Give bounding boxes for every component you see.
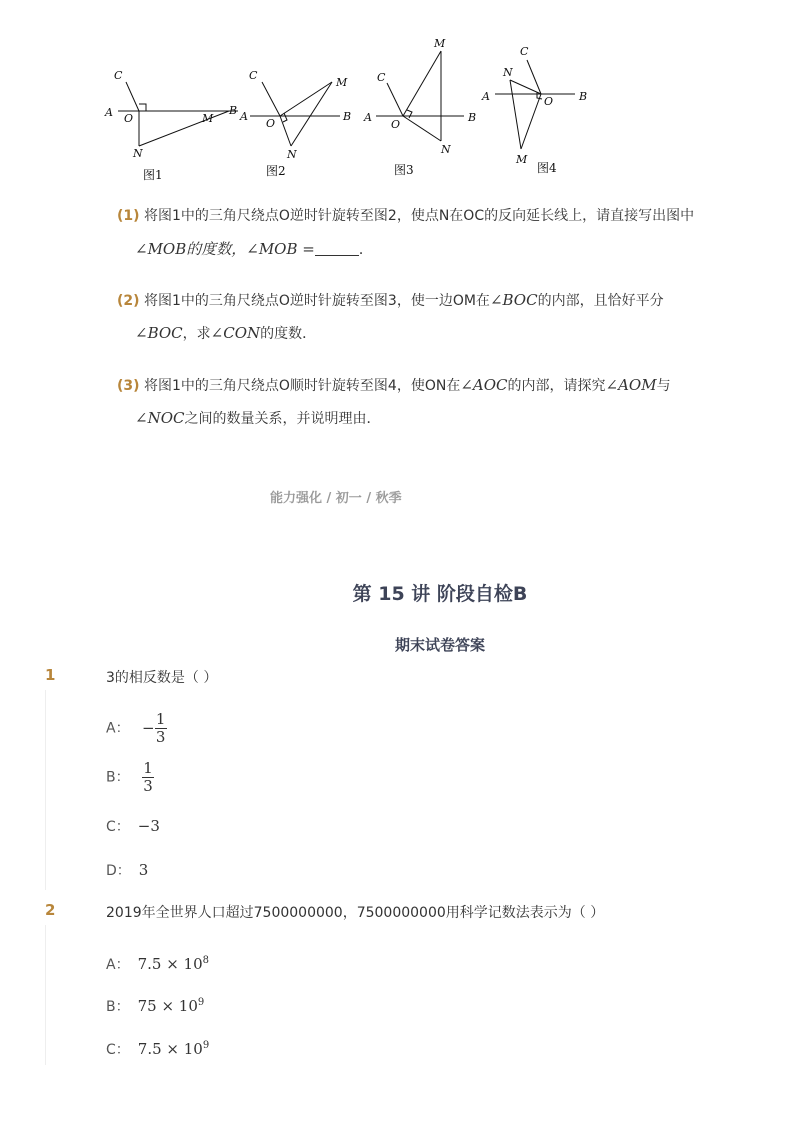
question-1-text: 将图1中的三角尺绕点O逆时针旋转至图2，使点N在OC的反向延长线上，请直接写出图中: [144, 208, 695, 224]
option-c-label: C：: [106, 1042, 130, 1058]
question-3-text-e: 与: [656, 378, 671, 394]
question-2-number: (2): [117, 293, 140, 309]
fig2-point-b: B: [343, 110, 352, 123]
figure-4-label: 图4: [537, 161, 557, 175]
option-a-label: A：: [106, 720, 130, 737]
option-c-label: C：: [106, 819, 130, 835]
problem-1-option-a[interactable]: [106, 711, 167, 746]
option-c-value: −3: [137, 817, 160, 835]
option-d-label: D：: [106, 863, 131, 879]
option-a-value: − $\frac{1}{3}$: [142, 710, 166, 746]
figure-2: [250, 82, 340, 146]
question-2-angle-boc-2: ∠BOC: [135, 324, 183, 342]
fig1-point-n: N: [133, 147, 143, 160]
question-2-text-d: 的度数．: [260, 326, 317, 342]
fig3-point-m: M: [434, 37, 446, 50]
fig4-point-o: O: [544, 95, 554, 108]
fig4-point-m: M: [516, 153, 528, 166]
question-3-angle-noc: ∠NOC: [135, 409, 185, 427]
problem-1-divider: [45, 690, 46, 890]
question-2-line-1: [117, 290, 664, 311]
fig1-point-b: B: [229, 104, 238, 117]
page-footer: 能力强化 / 初一 / 秋季: [270, 491, 402, 506]
problem-2-divider: [45, 925, 46, 1065]
option-c-value: $7.5 \times 10^9$: [137, 1040, 210, 1058]
question-1-equation: ∠MOB =: [246, 240, 315, 258]
lecture-title: 第 15 讲 阶段自检B: [352, 583, 528, 605]
problem-1-text: 3的相反数是（ ）: [106, 670, 218, 686]
question-3-line-1: [117, 375, 671, 396]
question-2-text-c: 的内部，且恰好平分: [537, 293, 664, 309]
option-a-value: $7.5 \times 10^8$: [137, 955, 209, 973]
fig2-point-m: M: [336, 76, 348, 89]
fig2-point-c: C: [249, 69, 258, 82]
question-2-angle-boc: ∠BOC: [489, 291, 538, 309]
option-a-label: A：: [106, 957, 130, 973]
option-b-label: B：: [106, 769, 130, 786]
fig3-point-b: B: [468, 111, 477, 124]
question-3-number: (3): [117, 378, 140, 394]
problem-2-option-b[interactable]: [106, 996, 204, 1016]
answer-blank[interactable]: [315, 241, 359, 256]
fig3-point-o: O: [391, 118, 401, 131]
question-2-text-b: ，求: [182, 326, 211, 342]
question-1-line-1: [117, 206, 694, 226]
option-b-label: B：: [106, 999, 130, 1015]
problem-1-option-c[interactable]: [106, 816, 160, 836]
question-1-number: (1): [117, 208, 140, 224]
question-2-angle-con: ∠CON: [210, 324, 261, 342]
fig1-point-m: M: [202, 112, 214, 125]
fig3-point-c: C: [377, 71, 386, 84]
question-2-text-a: 将图1中的三角尺绕点O逆时针旋转至图3，使一边OM在: [144, 293, 490, 309]
question-3-angle-aoc: ∠AOC: [460, 376, 508, 394]
fig1-point-a: A: [105, 106, 113, 119]
question-1-angle-mob: ∠MOB的度数，: [135, 240, 247, 258]
figure-1-label: 图1: [143, 168, 163, 182]
question-1-period: ．: [358, 242, 373, 258]
problem-1-number: 1: [45, 666, 56, 684]
figure-1: [118, 82, 238, 146]
problem-2-option-a[interactable]: [106, 954, 209, 974]
problem-2-text: 2019年全世界人口超过7500000000，7500000000用科学记数法表示为（ ）: [106, 905, 605, 921]
question-3-text-b: 之间的数量关系，并说明理由．: [184, 411, 381, 427]
question-3-text-c: 的内部，请探究: [507, 378, 606, 394]
question-1-line-2: [135, 239, 373, 260]
fig1-point-c: C: [114, 69, 123, 82]
option-d-value: 3: [138, 861, 149, 879]
problem-1-option-b[interactable]: [106, 760, 154, 795]
option-b-value: $75 \times 10^9$: [137, 997, 205, 1015]
fig3-point-a: A: [364, 111, 372, 124]
fig2-point-n: N: [287, 148, 297, 161]
question-2-line-2: [135, 323, 316, 344]
fig2-point-o: O: [266, 117, 276, 130]
fig4-point-n: N: [503, 66, 513, 79]
fig4-point-b: B: [579, 90, 588, 103]
fig4-point-c: C: [520, 45, 529, 58]
option-b-value: $\frac{1}{3}$: [143, 759, 153, 795]
problem-2-number: 2: [45, 901, 56, 919]
question-3-line-2: [135, 408, 380, 429]
fig2-point-a: A: [240, 110, 248, 123]
question-3-angle-aom: ∠AOM: [605, 376, 657, 394]
question-3-text-a: 将图1中的三角尺绕点O顺时针旋转至图4，使ON在: [144, 378, 461, 394]
figure-3-label: 图3: [394, 163, 414, 177]
section-subtitle: 期末试卷答案: [394, 636, 485, 654]
problem-1-option-d[interactable]: [106, 860, 148, 880]
figure-3: [376, 51, 464, 141]
fig3-point-n: N: [441, 143, 451, 156]
figure-2-label: 图2: [266, 164, 286, 178]
fig1-point-o: O: [124, 112, 134, 125]
problem-2-option-c[interactable]: [106, 1039, 209, 1059]
fig4-point-a: A: [482, 90, 490, 103]
